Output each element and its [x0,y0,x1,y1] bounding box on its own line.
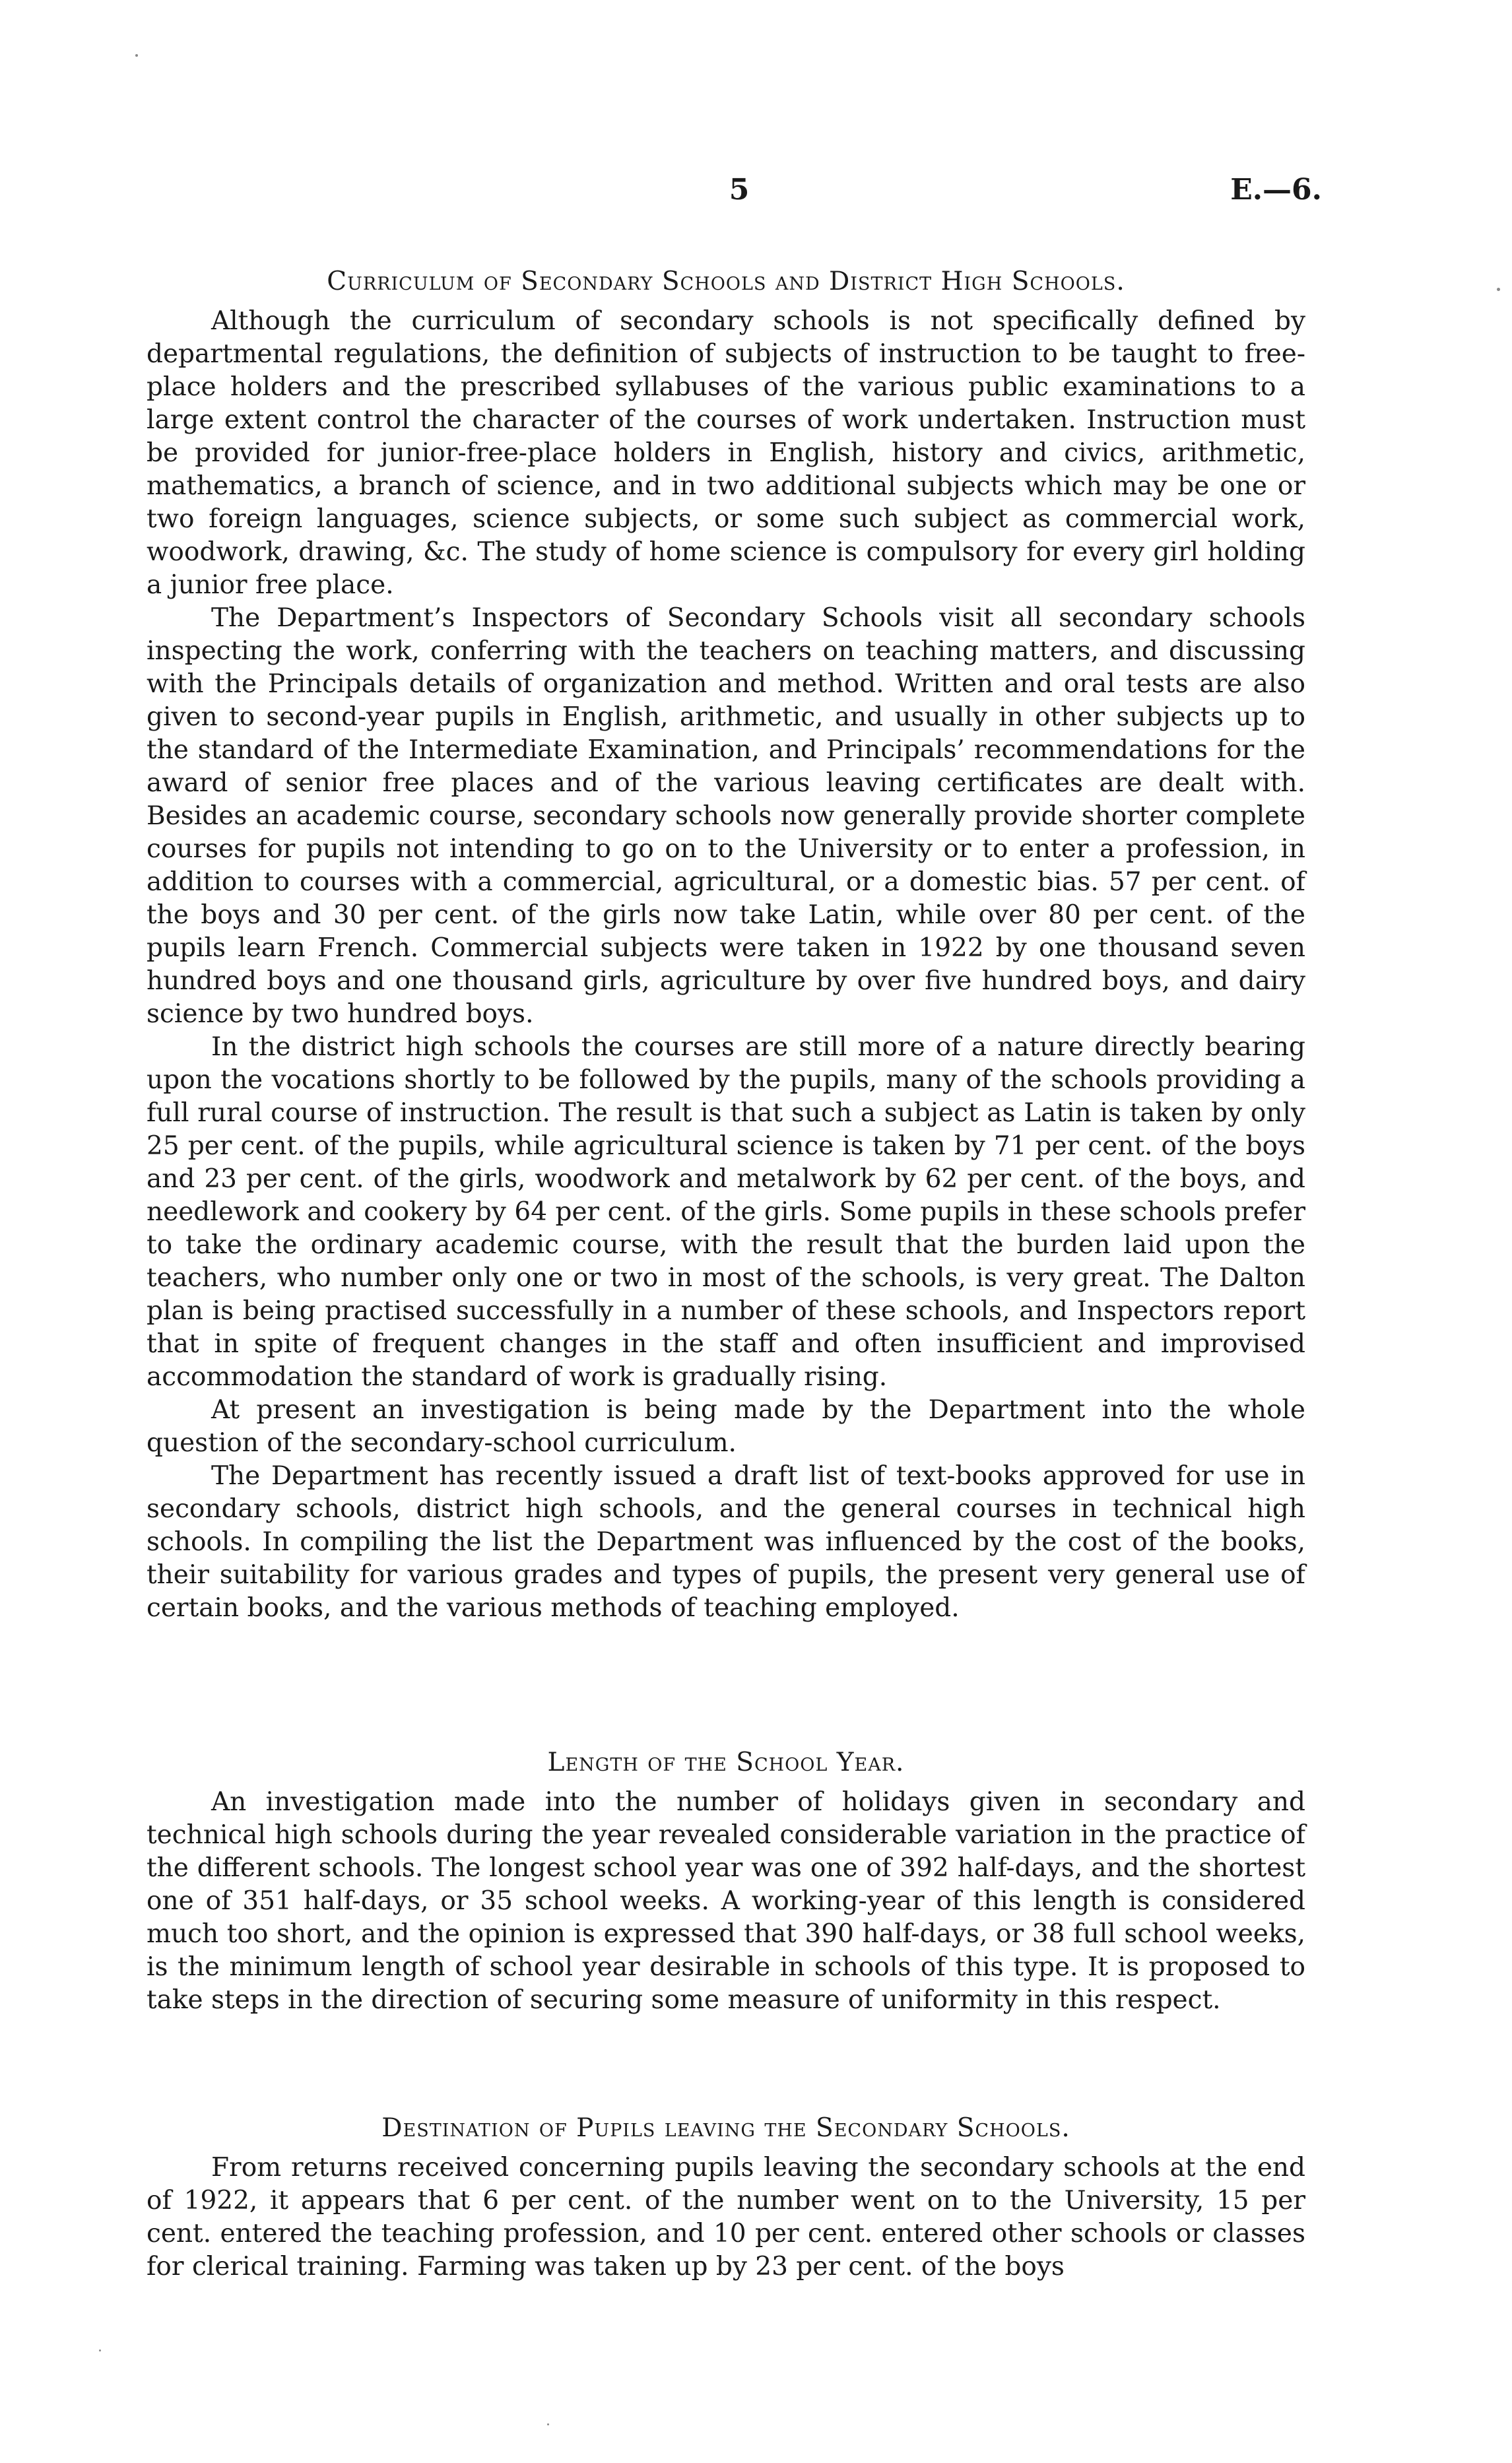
paragraph: Although the curriculum of secondary schools is not specifically defined by departmental regulations, the definition of subjects of instruction to be taught to free-place holders and the prescribed syllabuses of the various public examinations to a large extent control the character of the courses of work undertaken. Instruction must be provided for junior-free-place holders in English, history and civics, arithmetic, mathematics, a branch of science, and in two additional subjects which may be one or two foreign languages, science subjects, or some such subject as commercial work, woodwork, drawing, &c. The study of home science is compulsory for every girl holding a junior free place. [147,306,1305,600]
scan-speck [99,2349,101,2351]
scan-speck [547,2423,549,2425]
section-heading: Length of the School Year. [547,1748,905,1777]
paragraph: At present an investigation is being made by the Department into the whole question of the secondary-school curriculum. [147,1395,1305,1458]
paragraph: The Department has recently issued a draft list of text-books approved for use in secondary schools, district high schools, and the general courses in technical high schools. In compiling the list the Department was influenced by the cost of the books, their suitability for various grades and types of pupils, the present very general use of certain books, and the various methods of teaching employed. [147,1461,1305,1623]
scan-speck [135,54,138,57]
document-reference: E.—6. [1230,173,1322,207]
section-heading: Destination of Pupils leaving the Secondary Schools. [381,2113,1070,2143]
page-number: 5 [729,173,750,207]
scan-speck [1497,288,1500,291]
section-curriculum [147,265,1305,1625]
paragraph: From returns received concerning pupils leaving the secondary schools at the end of 1922, it appears that 6 per cent. of the number went on to the University, 15 per cent. entered the teaching profession, and 10 per cent. entered other schools or classes for clerical training. Farming was taken up by 23 per cent. of the boys [147,2153,1305,2282]
paragraph: The Department’s Inspectors of Secondary Schools visit all secondary schools inspecting the work, conferring with the teachers on teaching matters, and discussing with the Principals details of organization and method. Written and oral tests are also given to second-year pupils in English, arithmetic, and usually in other subjects up to the standard of the Intermediate Examination, and Principals’ recommendations for the award of senior free places and of the various leaving certificates are dealt with. Besides an academic course, secondary schools now generally provide shorter complete courses for pupils not intending to go on to the University or to enter a profession, in addition to courses with a commercial, agricultural, or a domestic bias. 57 per cent. of the boys and 30 per cent. of the girls now take Latin, while over 80 per cent. of the pupils learn French. Commercial subjects were taken in 1922 by one thousand seven hundred boys and one thousand girls, agriculture by over five hundred boys, and dairy science by two hundred boys. [147,603,1305,1029]
section-school-year-length [147,1746,1305,2017]
paragraph: An investigation made into the number of holidays given in secondary and technical high schools during the year revealed considerable variation in the practice of the different schools. The longest school year was one of 392 half-days, and the shortest one of 351 half-days, or 35 school weeks. A working-year of this length is considered much too short, and the opinion is expressed that 390 half-days, or 38 full school weeks, is the minimum length of school year desirable in schools of this type. It is proposed to take steps in the direction of securing some measure of uniformity in this respect. [147,1787,1305,2015]
section-heading: Curriculum of Secondary Schools and District High Schools. [327,267,1125,296]
section-pupil-destination [147,2112,1305,2283]
paragraph: In the district high schools the courses are still more of a nature directly bearing upon the vocations shortly to be followed by the pupils, many of the schools providing a full rural course of instruction. The result is that such a subject as Latin is taken by only 25 per cent. of the pupils, while agricultural science is taken by 71 per cent. of the boys and 23 per cent. of the girls, woodwork and metalwork by 62 per cent. of the boys, and needlework and cookery by 64 per cent. of the girls. Some pupils in these schools prefer to take the ordinary academic course, with the result that the burden laid upon the teachers, who number only one or two in most of the schools, is very great. The Dalton plan is being practised successfully in a number of these schools, and Inspectors report that in spite of frequent changes in the staff and often insufficient and improvised accommodation the standard of work is gradually rising. [147,1032,1305,1392]
